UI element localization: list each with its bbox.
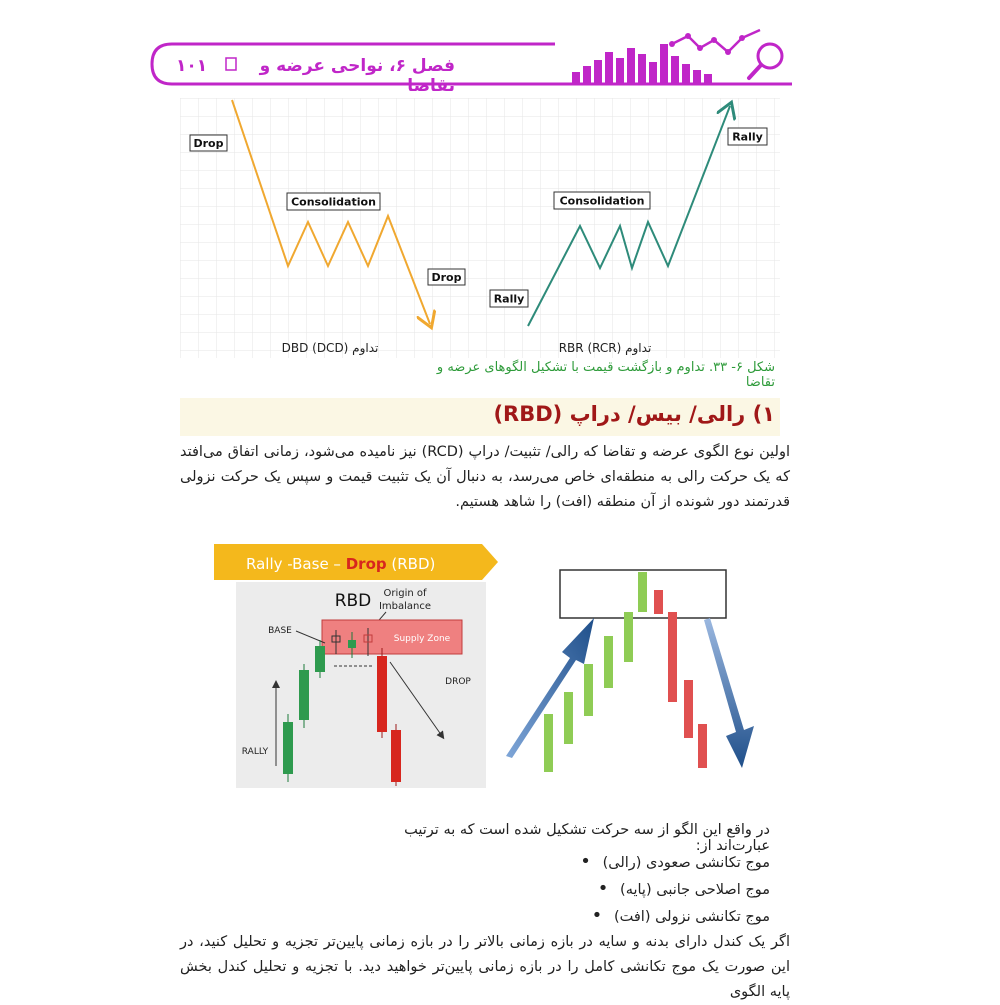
intro-paragraph: اولین نوع الگوی عرضه و تقاضا که رالی/ تثبیت/ دراپ (RCD) نیز نامیده می‌شود، زمانی اتفاق می‌افتد که یک حرکت رالی به منطقه‌ای خاص می‌رسد، به دنبال آن یک تثبیت قیمت و سپس یک حرکت نزولی قدرتمند دور شونده از آن منطقه (افت) را شاهد هستیم. bbox=[180, 444, 790, 510]
svg-text:Drop: Drop bbox=[431, 271, 462, 284]
page-number: ۱۰۱ bbox=[176, 56, 208, 76]
moves-lead-text: در واقع این الگو از سه حرکت تشکیل شده است که به ترتیب عبارت‌اند از: bbox=[404, 822, 770, 854]
svg-text:Consolidation: Consolidation bbox=[291, 195, 376, 209]
rbr-label-rally-top bbox=[728, 128, 767, 145]
list-item: موج تکانشی صعودی (رالی) • bbox=[540, 848, 770, 875]
section-title: ۱) رالی/ بیس/ دراپ (RBD) bbox=[493, 402, 775, 426]
list-item: موج تکانشی نزولی (افت) • bbox=[540, 902, 770, 929]
dbd-label-drop-top bbox=[190, 135, 227, 151]
rbr-label-rally-bottom bbox=[490, 290, 528, 307]
svg-text:Drop: Drop bbox=[193, 137, 224, 150]
rbd-bars bbox=[544, 572, 707, 772]
rbd-title: RBD bbox=[334, 591, 372, 611]
header-separator-box bbox=[226, 58, 236, 70]
closing-paragraph: اگر یک کندل دارای بدنه و سایه در بازه زمانی بالاتر را در بازه زمانی پایین‌تر تجزیه و تحلیل کنید، در این صورت یک موج تکانشی کامل را در بازه زمانی پایین‌تر خواهید دید. با تجزیه و تحلیل کندل بخش پایه الگوی bbox=[180, 934, 790, 1000]
svg-text:Rally: Rally bbox=[732, 130, 763, 144]
magnifier-icon bbox=[749, 44, 782, 78]
svg-text:Rally -Base – Drop (RBD): Rally -Base – Drop (RBD) bbox=[246, 555, 436, 573]
dbd-label-consolidation bbox=[287, 193, 380, 210]
svg-text:BASE: BASE bbox=[268, 626, 292, 636]
list-item: موج اصلاحی جانبی (پایه) • bbox=[540, 875, 770, 902]
rbd-diagram bbox=[210, 538, 500, 794]
drop-arrow bbox=[704, 618, 754, 768]
svg-text:Rally: Rally bbox=[493, 292, 525, 306]
svg-text:Supply Zone: Supply Zone bbox=[393, 634, 451, 644]
svg-text:Consolidation: Consolidation bbox=[559, 194, 645, 208]
rbr-label-consolidation bbox=[554, 192, 650, 209]
rbr-caption: تداوم RBR (RCR) bbox=[558, 341, 652, 355]
dbd-label-drop-bottom bbox=[428, 269, 465, 285]
dbd-caption: تداوم DBD (DCD) bbox=[281, 341, 379, 355]
header-frame bbox=[0, 0, 1000, 100]
moves-list bbox=[540, 848, 770, 929]
header-bar-graphic bbox=[572, 44, 712, 84]
svg-text:Imbalance: Imbalance bbox=[378, 601, 432, 612]
figure-caption: شکل ۶- ۳۳. تداوم و بازگشت قیمت با تشکیل الگوهای عرضه و تقاضا bbox=[436, 360, 775, 390]
svg-text:DROP: DROP bbox=[445, 677, 471, 687]
svg-text:Origin of: Origin of bbox=[383, 588, 427, 599]
chapter-title: فصل ۶، نواحی عرضه و تقاضا bbox=[259, 56, 455, 96]
rbd-bar-diagram bbox=[500, 566, 770, 786]
svg-text:RALLY: RALLY bbox=[241, 747, 269, 757]
continuation-figure bbox=[180, 98, 780, 358]
